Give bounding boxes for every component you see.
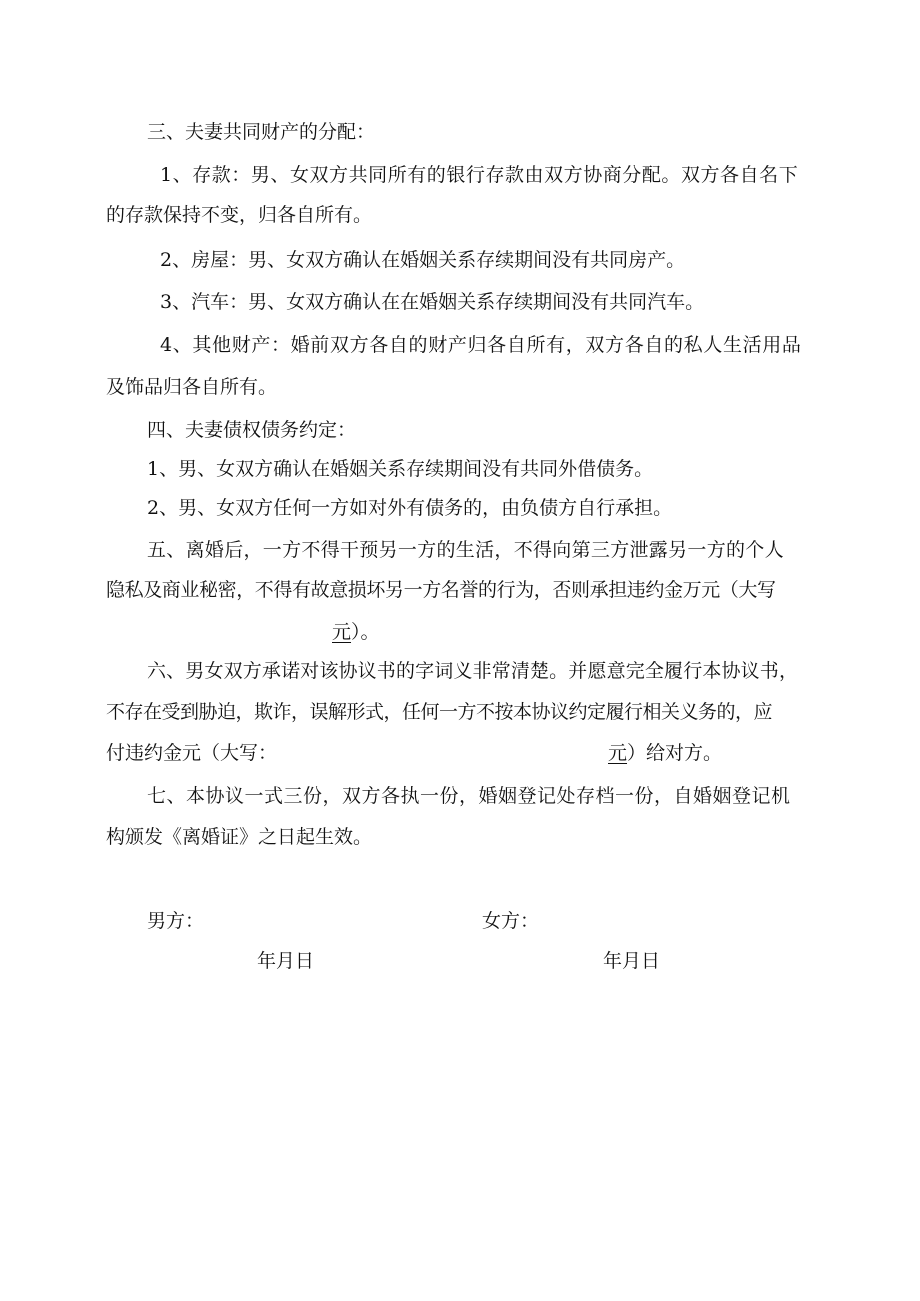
section6-line1: 六、男女双方承诺对该协议书的字词义非常清楚。并愿意完全履行本协议书，: [147, 660, 799, 682]
female-signature-date: 年月日: [603, 950, 661, 972]
section5-line3-tail: ）。: [351, 621, 380, 643]
section3-item2: 2、房屋：男、女双方确认在婚姻关系存续期间没有共同房产。: [160, 249, 686, 271]
section5-amount-blank: 元: [332, 621, 352, 643]
section5-line3: [332, 620, 380, 644]
section4-heading: 四、夫妻债权债务约定：: [147, 419, 357, 441]
section5-line2: 隐私及商业秘密，不得有故意损坏另一方名誉的行为，否则承担违约金万元（大写: [106, 579, 776, 601]
section4-item1: 1、男、女双方确认在婚姻关系存续期间没有共同外借债务。: [147, 458, 654, 480]
section3-heading: 三、夫妻共同财产的分配：: [147, 121, 376, 143]
male-party-label: 男方：: [147, 910, 205, 932]
male-signature-date: 年月日: [257, 950, 315, 972]
section3-item3: 3、汽车：男、女双方确认在在婚姻关系存续期间没有共同汽车。: [160, 291, 705, 313]
section3-item1-line2: 的存款保持不变，归各自所有。: [106, 204, 373, 226]
section6-line3-end: [608, 741, 722, 765]
section3-item1-line1: 1、存款：男、女双方共同所有的银行存款由双方协商分配。双方各自名下: [160, 164, 799, 186]
section3-item4-line1: 4、其他财产：婚前双方各自的财产归各自所有，双方各自的私人生活用品: [160, 334, 802, 356]
section6-line2: 不存在受到胁迫，欺诈，误解形式，任何一方不按本协议约定履行相关义务的，应: [106, 701, 773, 723]
section5-line1: 五、离婚后，一方不得干预另一方的生活，不得向第三方泄露另一方的个人: [147, 539, 784, 561]
section6-line3-tail: ）给对方。: [627, 742, 723, 764]
section3-item4-line2: 及饰品归各自所有。: [106, 376, 278, 398]
section6-amount-blank: 元: [608, 742, 628, 764]
section6-line3-head: 付违约金元（大写：: [106, 742, 278, 764]
section4-item2: 2、男、女双方任何一方如对外有债务的，由负债方自行承担。: [147, 497, 673, 519]
female-party-label: 女方：: [482, 910, 540, 932]
section7-line2: 构颁发《离婚证》之日起生效。: [106, 826, 373, 848]
section7-line1: 七、本协议一式三份，双方各执一份，婚姻登记处存档一份，自婚姻登记机: [147, 785, 791, 807]
